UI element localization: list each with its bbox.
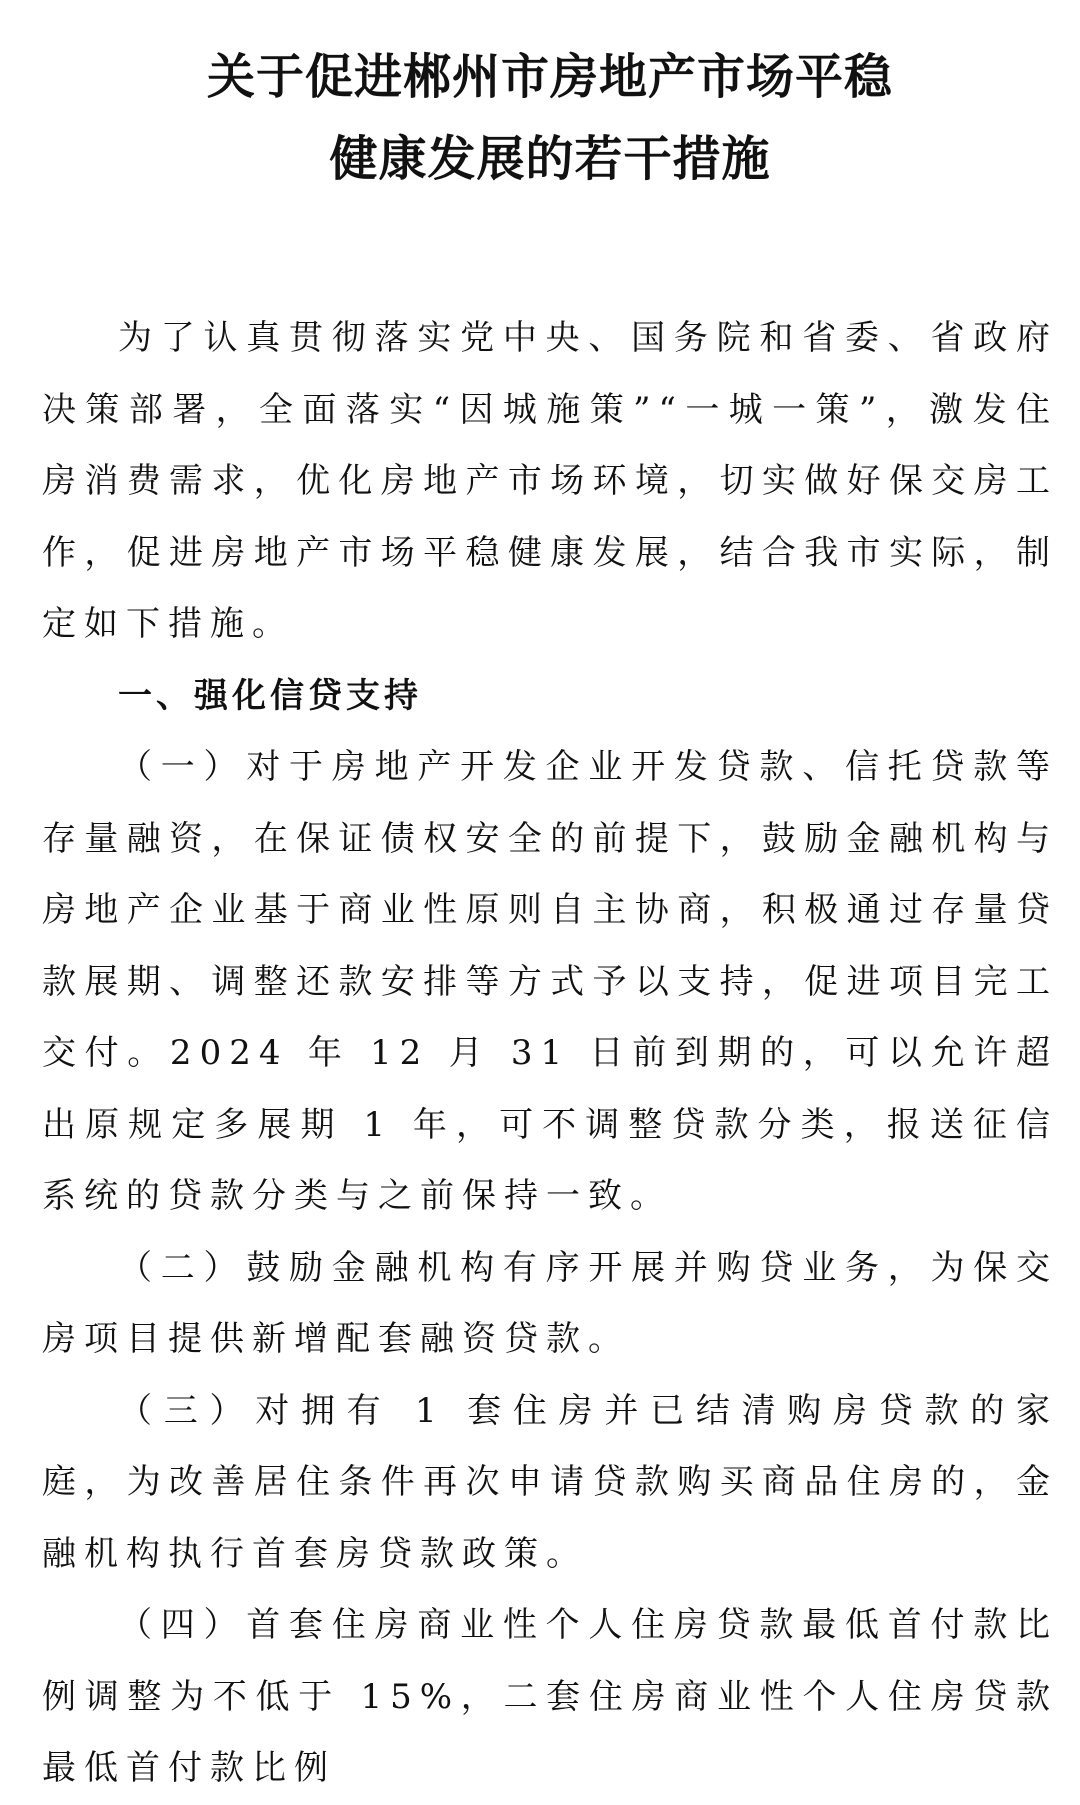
item-1-paragraph: （一）对于房地产开发企业开发贷款、信托贷款等存量融资，在保证债权安全的前提下，鼓励金融机构与房地产企业基于商业性原则自主协商，积极通过存量贷款展期、调整还款安排等方式予以支持，促进项目完工交付。2024 年 12 月 31 日前到期的，可以允许超出原规定多展期 1 年，可不调整贷款分类，报送征信系统的贷款分类与之前保持一致。 xyxy=(42,747,1058,1216)
section-1-heading: 一、强化信贷支持 xyxy=(118,675,422,716)
item-2-paragraph: （二）鼓励金融机构有序开展并购贷业务，为保交房项目提供新增配套融资贷款。 xyxy=(42,1247,1058,1359)
intro-paragraph: 为了认真贯彻落实党中央、国务院和省委、省政府决策部署，全面落实“因城施策”“一城一策”，激发住房消费需求，优化房地产市场环境，切实做好保交房工作，促进房地产市场平稳健康发展，结合我市实际，制定如下措施。 xyxy=(42,318,1058,644)
item-4-paragraph: （四）首套住房商业性个人住房贷款最低首付款比例调整为不低于 15%，二套住房商业性个人住房贷款最低首付款比例 xyxy=(42,1605,1058,1788)
title-line-1: 关于促进郴州市房地产市场平稳 xyxy=(206,49,893,105)
item-3-paragraph: （三）对拥有 1 套住房并已结清购房贷款的家庭，为改善居住条件再次申请贷款购买商品住房的，金融机构执行首套房贷款政策。 xyxy=(42,1390,1058,1574)
document-body xyxy=(42,303,1058,1805)
document-title xyxy=(42,36,1058,200)
title-line-2: 健康发展的若干措施 xyxy=(329,131,771,187)
